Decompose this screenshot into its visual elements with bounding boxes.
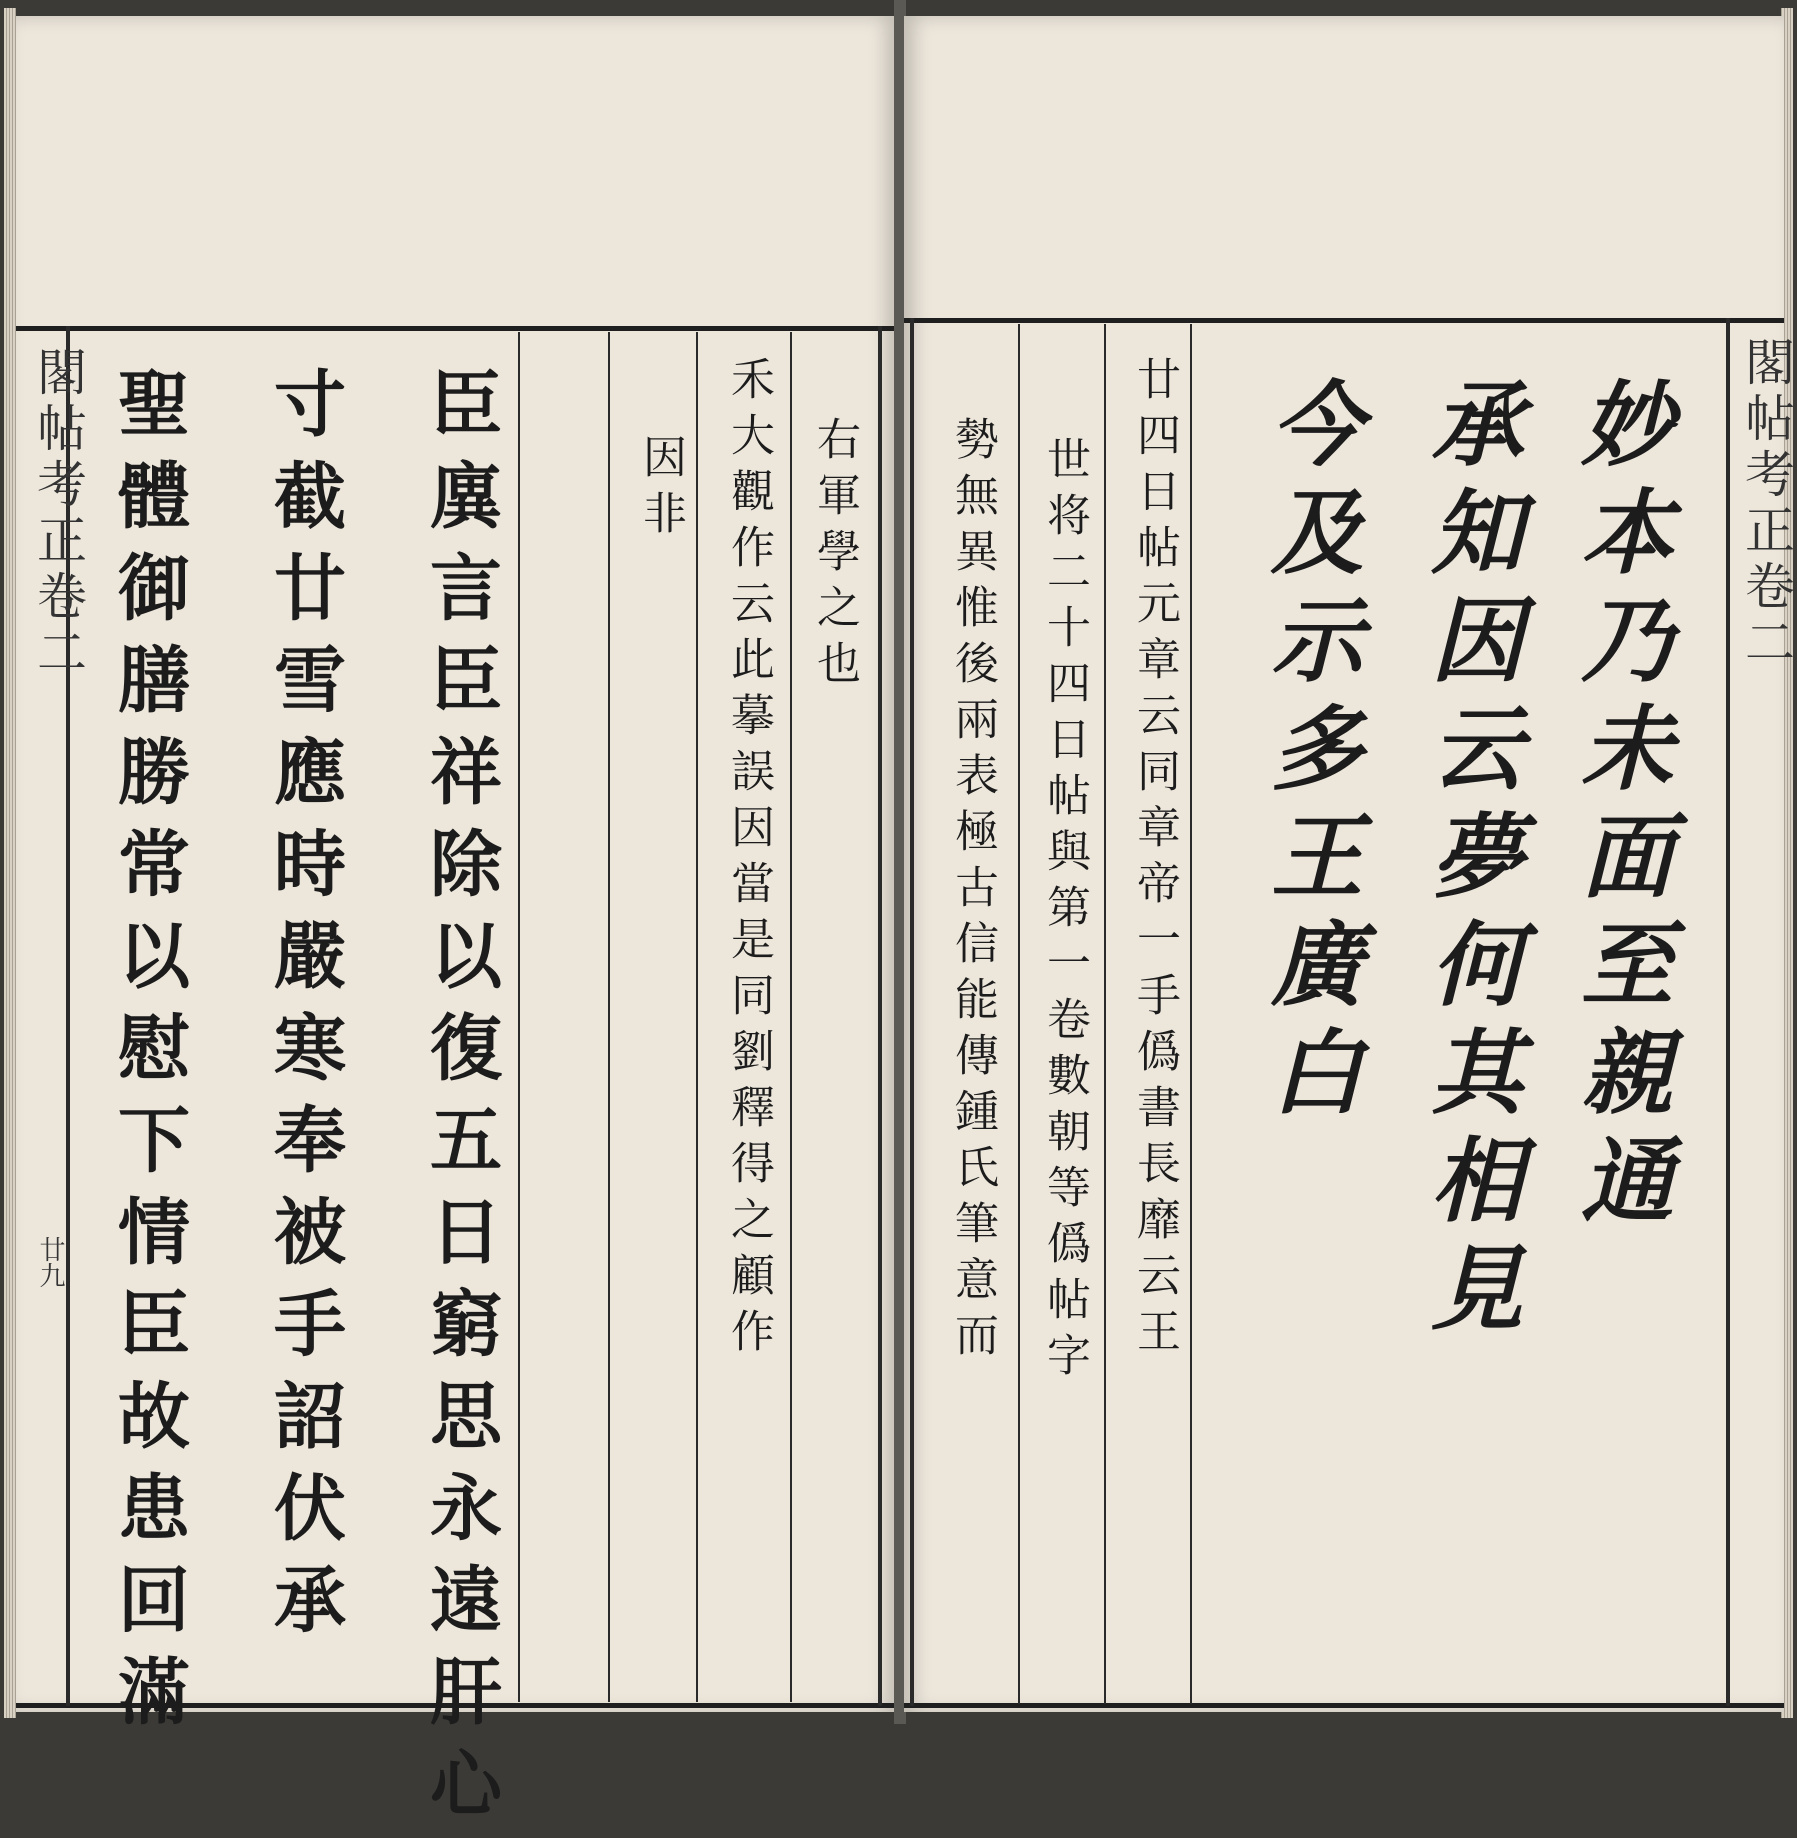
left-main-col-3: 聖體御膳勝常以慰下情臣故患回滿 — [106, 366, 191, 1746]
right-frame-left-border — [910, 318, 914, 1706]
column-rule — [1104, 324, 1106, 1704]
right-small-col-1: 廿四日帖元章云同章帝一手僞書長靡云王 — [1129, 356, 1180, 1364]
cursive-col-2: 承知因云夢何其相見 — [1416, 376, 1524, 1348]
cursive-col-3: 今及示多王廣白 — [1256, 376, 1364, 1132]
column-rule — [1018, 324, 1020, 1704]
right-page — [904, 16, 1795, 1712]
page-edges-left — [4, 8, 16, 1718]
right-small-col-3: 勢無異惟後兩表極古信能傳鍾氏筆意而 — [947, 416, 998, 1368]
left-small-col-1: 右軍學之也 — [809, 416, 860, 696]
left-small-col-2: 禾大觀作云此摹誤因當是同劉釋得之顧作 — [723, 356, 774, 1364]
column-rule — [518, 332, 520, 1702]
column-rule — [696, 332, 698, 1702]
left-main-col-1: 臣廙言臣祥除以復五日窮思永遠肝心 — [418, 366, 503, 1838]
left-page — [16, 16, 896, 1838]
right-small-col-2: 世将二十四日帖與第一卷數朝等僞帖字 — [1039, 436, 1090, 1388]
cursive-col-1: 妙本乃未面至親通 — [1566, 376, 1674, 1240]
column-rule — [1190, 324, 1192, 1704]
left-folio-number: 廿九 — [35, 1236, 65, 1288]
left-main-col-2: 寸截廿雪應時嚴寒奉被手詔伏承 — [262, 366, 347, 1654]
left-small-col-3: 因非 — [635, 434, 686, 546]
column-rule — [608, 332, 610, 1702]
left-frame-right-border — [878, 326, 882, 1706]
right-margin-title: 閣帖考正卷二 — [1737, 336, 1795, 672]
left-margin-title: 閣帖考正卷二 — [29, 346, 87, 682]
column-rule — [790, 332, 792, 1702]
